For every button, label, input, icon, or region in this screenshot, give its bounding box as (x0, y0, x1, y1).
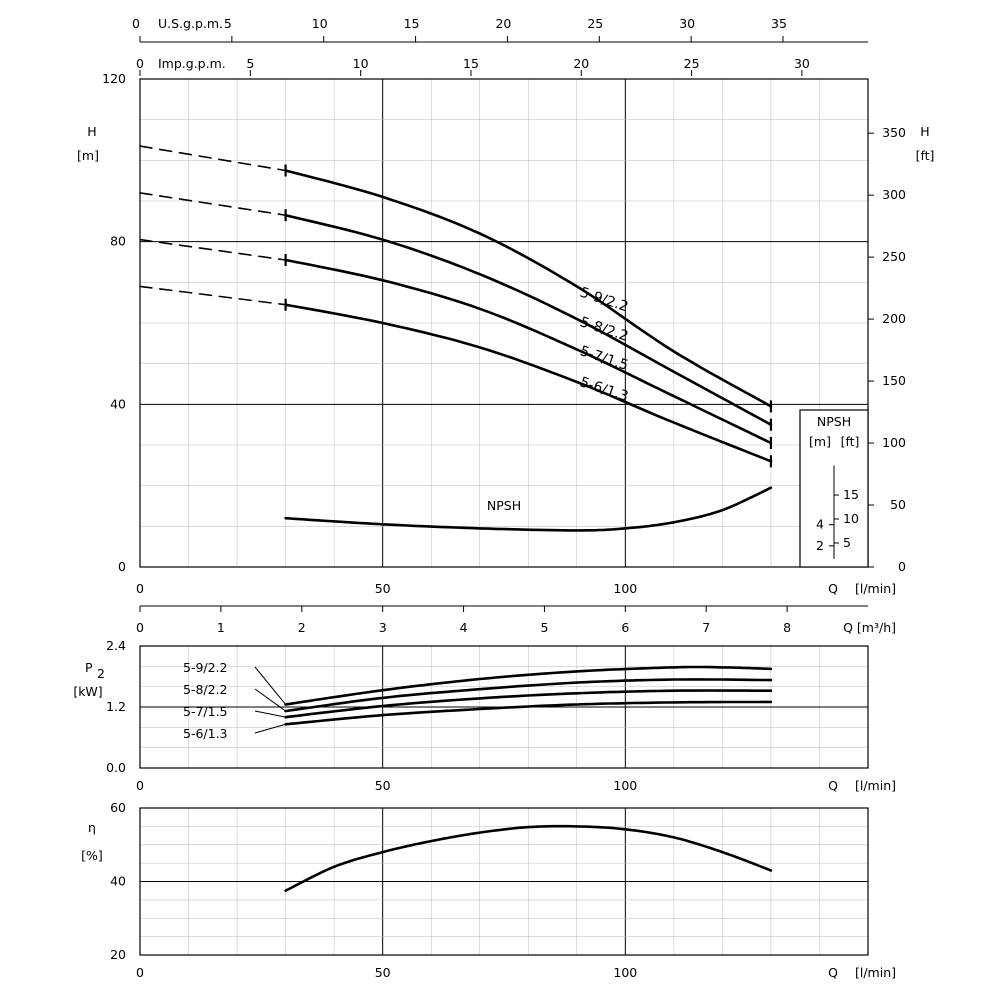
head-curve-label: 5-6/1.3 (577, 374, 631, 405)
power-x-tick-label: 100 (613, 778, 638, 793)
head-x-tick-label: 0 (136, 581, 144, 596)
efficiency-y-tick-label: 60 (110, 800, 126, 815)
head-right-axis-unit: [ft] (915, 148, 935, 163)
m3h-tick-label: 8 (783, 620, 792, 635)
m3h-tick-label: 7 (702, 620, 711, 635)
us-gpm-tick-label: 20 (495, 16, 512, 31)
power-x-tick-label: 50 (374, 778, 391, 793)
head-ft-tick-label: 0 (898, 559, 906, 574)
head-curve-dashed-extension (140, 240, 286, 260)
us-gpm-tick-label: 10 (311, 16, 328, 31)
power-series-5-8/2.2 (183, 679, 771, 711)
m3h-tick-label: 3 (378, 620, 387, 635)
head-curve-label: 5-7/1.5 (577, 343, 631, 374)
head-y-tick-label: 0 (118, 559, 126, 574)
head-y-axis-label: H (87, 124, 97, 139)
m3h-tick-label: 5 (540, 620, 549, 635)
us-gpm-tick-label: 15 (403, 16, 420, 31)
head-ft-tick-label: 100 (882, 435, 906, 451)
head-curve-dashed-extension (140, 146, 286, 170)
npsh-inset-ft-label: 15 (843, 487, 859, 503)
imp-gpm-tick-label: 30 (793, 56, 810, 71)
head-curve-label: 5-9/2.2 (577, 284, 631, 316)
head-x-tick-label: 100 (613, 581, 638, 596)
npsh-curve-label: NPSH (486, 498, 522, 514)
grid-horizontal (140, 120, 868, 527)
m3h-tick-label: 0 (136, 620, 144, 635)
head-curve-dashed-extension (140, 193, 286, 215)
head-ft-tick-label: 350 (882, 125, 906, 141)
m3h-tick-label: 4 (459, 620, 468, 635)
imp-gpm-tick-label: 25 (683, 56, 700, 71)
efficiency-x-tick-label: 0 (136, 965, 144, 980)
imp-gpm-tick-label: 15 (463, 56, 479, 71)
us-gpm-tick-label: 5 (223, 16, 232, 31)
power-series-5-7/1.5 (183, 691, 771, 720)
head-ft-tick-label: 250 (882, 249, 906, 265)
power-curve-label: 5-6/1.3 (183, 726, 228, 741)
power-label-leader (255, 689, 286, 711)
imp-gpm-axis-label: Imp.g.p.m. (158, 56, 226, 71)
head-x-axis-unit: [l/min] (854, 581, 896, 596)
power-series-5-6/1.3 (183, 702, 771, 741)
head-y-tick-label: 80 (110, 233, 126, 249)
power-x-tick-label: 0 (136, 778, 144, 793)
npsh-inset-ft-label: 5 (843, 535, 851, 551)
m3h-tick-label: 6 (621, 620, 630, 635)
efficiency-y-tick-label: 40 (110, 873, 126, 889)
head-x-tick-label: 50 (374, 581, 391, 596)
grid-horizontal (140, 826, 868, 936)
efficiency-y-axis-unit: [%] (81, 848, 103, 863)
power-curve-label: 5-8/2.2 (183, 682, 228, 697)
npsh-inset-m-label: 4 (816, 516, 824, 532)
efficiency-x-tick-label: 100 (613, 965, 638, 980)
imp-gpm-tick-label: 5 (246, 56, 255, 71)
head-ft-tick-label: 200 (882, 311, 906, 327)
head-right-axis-label: H (920, 124, 930, 139)
npsh-inset-unit-ft: [ft] (840, 434, 860, 449)
npsh-inset-title: NPSH (816, 414, 852, 429)
m3h-tick-label: 1 (216, 620, 225, 635)
npsh-inset-ft-label: 10 (843, 511, 859, 527)
efficiency-x-axis-unit: [l/min] (854, 965, 896, 980)
power-x-axis-unit: [l/min] (854, 778, 896, 793)
power-y-tick-label: 2.4 (106, 638, 126, 653)
power-label-leader (255, 724, 286, 733)
head-ft-tick-label: 300 (882, 187, 906, 203)
series-5-8/2.2 (140, 193, 771, 431)
us-gpm-tick-label: 25 (587, 16, 604, 31)
head-y-tick-label: 120 (102, 71, 126, 86)
efficiency-y-axis-label: η (88, 820, 96, 835)
power-curve-label: 5-9/2.2 (183, 660, 228, 675)
npsh-inset-m-label: 2 (816, 537, 824, 553)
npsh-inset-unit-m: [m] (809, 434, 831, 449)
head-y-tick-label: 40 (110, 396, 126, 412)
imp-gpm-tick-label: 10 (352, 56, 369, 71)
power-x-axis-label: Q (828, 778, 838, 793)
us-gpm-axis-label: U.S.g.p.m. (158, 16, 223, 31)
us-gpm-tick-label: 35 (771, 16, 787, 31)
power-curve-label: 5-7/1.5 (183, 704, 228, 719)
head-y-axis-unit: [m] (77, 148, 99, 163)
power-y-axis-label: P (85, 660, 93, 675)
efficiency-y-tick-label: 20 (110, 947, 126, 962)
m3h-tick-label: 2 (297, 620, 306, 635)
head-x-axis-label: Q (828, 581, 838, 596)
efficiency-x-axis-label: Q (828, 965, 838, 980)
power-y-axis-unit: [kW] (73, 684, 103, 699)
series-5-6/1.3 (140, 286, 771, 467)
series-5-7/1.5 (140, 240, 771, 449)
head-ft-tick-label: 50 (890, 497, 906, 513)
imp-gpm-tick-label: 0 (136, 56, 144, 71)
imp-gpm-tick-label: 20 (573, 56, 590, 71)
power-label-leader (255, 667, 286, 704)
us-gpm-tick-label: 30 (679, 16, 696, 31)
power-y-tick-label: 0.0 (106, 760, 126, 775)
power-label-leader (255, 711, 286, 717)
head-ft-tick-label: 150 (882, 373, 906, 389)
efficiency-x-tick-label: 50 (374, 965, 391, 980)
power-y-axis-subscript: 2 (97, 666, 105, 681)
us-gpm-tick-label: 0 (132, 16, 140, 31)
head-curve-label: 5-8/2.2 (577, 314, 631, 345)
m3h-axis-unit: Q [m³/h] (843, 620, 896, 635)
power-y-tick-label: 1.2 (106, 699, 126, 714)
head-curve-dashed-extension (140, 286, 286, 304)
